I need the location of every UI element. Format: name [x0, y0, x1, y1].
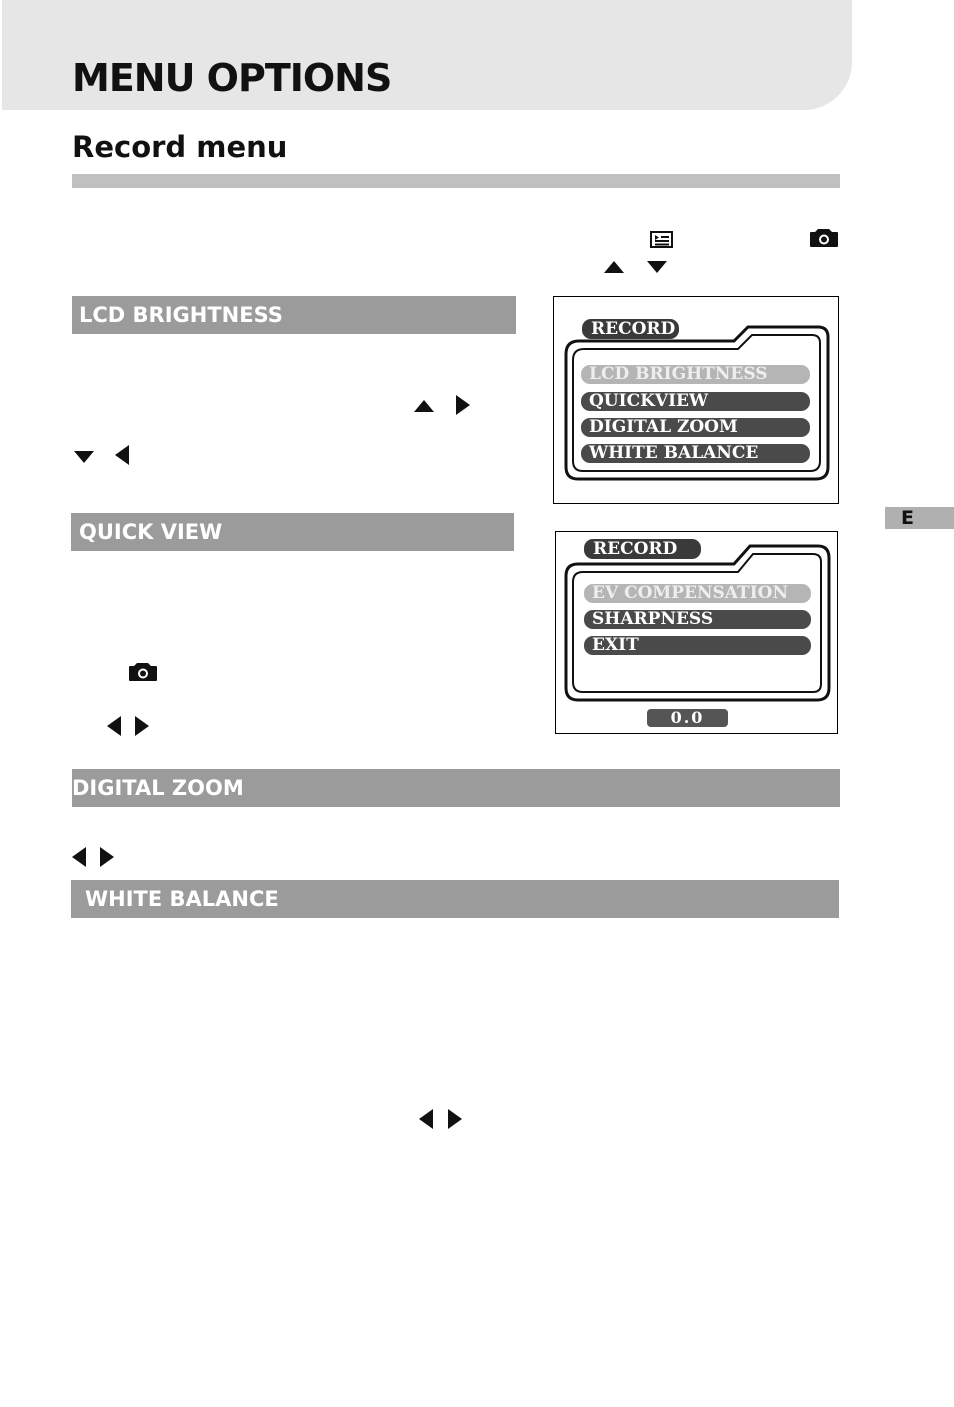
menu-button-icon — [650, 231, 674, 249]
language-tab: E — [885, 507, 954, 529]
camera-icon — [128, 662, 158, 682]
triangle-up-icon — [603, 260, 625, 274]
record-tab: RECORD — [584, 539, 701, 559]
triangle-left-icon — [418, 1108, 434, 1130]
menu-item-digital-zoom[interactable]: DIGITAL ZOOM — [581, 418, 810, 437]
section-bar-digital-zoom: DIGITAL ZOOM — [72, 769, 840, 807]
triangle-up-icon — [413, 399, 435, 413]
section-bar-white-balance: WHITE BALANCE — [71, 880, 839, 918]
title-rule — [72, 174, 840, 188]
lcd-screen-frame — [556, 532, 839, 735]
triangle-left-icon — [114, 444, 130, 466]
triangle-right-icon — [447, 1108, 463, 1130]
triangle-left-icon — [106, 715, 122, 737]
lcd-screen-record-menu-1 — [553, 296, 839, 504]
lcd-screen-record-menu-2 — [555, 531, 838, 734]
page-title: MENU OPTIONS — [72, 56, 392, 100]
triangle-down-icon — [646, 260, 668, 274]
record-tab: RECORD — [582, 319, 679, 339]
menu-item-exit[interactable]: EXIT — [584, 636, 811, 655]
menu-item-ev-compensation[interactable]: EV COMPENSATION — [584, 584, 811, 603]
section-bar-quick-view: QUICK VIEW — [71, 513, 514, 551]
triangle-down-icon — [73, 450, 95, 464]
camera-icon — [809, 228, 839, 248]
triangle-right-icon — [134, 715, 150, 737]
menu-item-sharpness[interactable]: SHARPNESS — [584, 610, 811, 629]
triangle-right-icon — [99, 846, 115, 868]
section-title: Record menu — [72, 130, 288, 164]
menu-item-white-balance[interactable]: WHITE BALANCE — [581, 444, 810, 463]
menu-item-lcd-brightness[interactable]: LCD BRIGHTNESS — [581, 365, 810, 384]
section-bar-lcd-brightness: LCD BRIGHTNESS — [72, 296, 516, 334]
menu-item-quickview[interactable]: QUICKVIEW — [581, 392, 810, 411]
ev-value-readout: 0.0 — [647, 709, 728, 727]
triangle-right-icon — [455, 394, 471, 416]
triangle-left-icon — [71, 846, 87, 868]
